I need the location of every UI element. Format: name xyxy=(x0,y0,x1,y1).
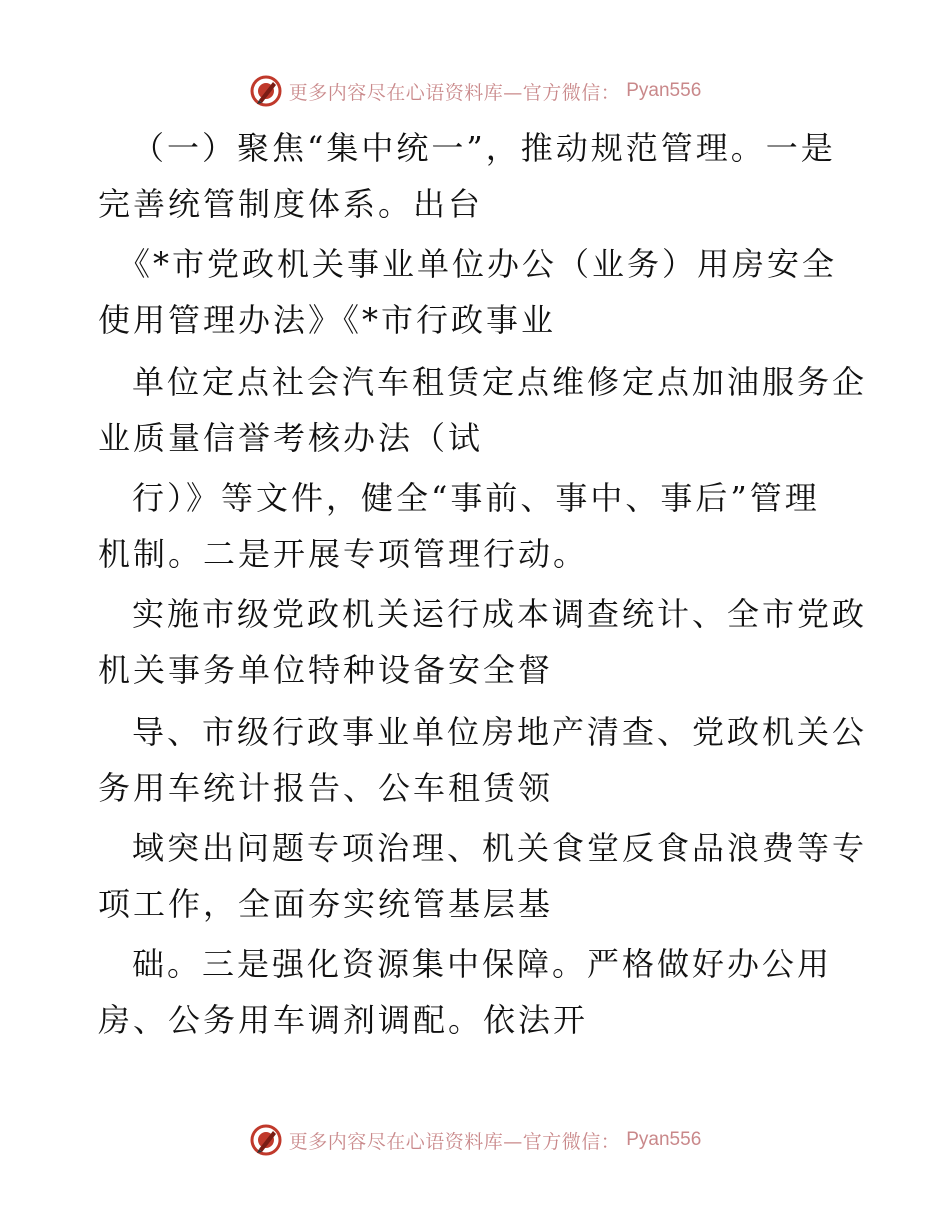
footer-watermark xyxy=(0,1120,950,1160)
text-line: 机制。二是开展专项管理行动。 xyxy=(98,535,589,573)
text-line: 房、公务用车调剂调配。依法开 xyxy=(98,1001,589,1039)
text-line: 单位定点社会汽车租赁定点维修定点加油服务企 xyxy=(132,363,868,401)
text-line: 务用车统计报告、公车租赁领 xyxy=(98,769,554,807)
pen-circle-logo-icon xyxy=(249,74,283,108)
text-line: 项工作，全面夯实统管基层基 xyxy=(98,885,554,923)
watermark-wechat-id: Pyan556 xyxy=(626,80,702,101)
watermark-wechat-id: Pyan556 xyxy=(626,1129,702,1150)
text-line: 业质量信誉考核办法（试 xyxy=(98,419,484,457)
watermark-text: 更多内容尽在心语资料库—官方微信： xyxy=(288,81,621,104)
pen-circle-logo-icon xyxy=(249,1123,283,1157)
text-line: 实施市级党政机关运行成本调查统计、全市党政 xyxy=(132,595,868,633)
text-line: 导、市级行政事业单位房地产清查、党政机关公 xyxy=(132,713,868,751)
text-line: 使用管理办法》《*市行政事业 xyxy=(98,301,557,339)
text-line: 机关事务单位特种设备安全督 xyxy=(98,651,554,689)
text-line: 域突出问题专项治理、机关食堂反食品浪费等专 xyxy=(132,829,868,867)
text-line: 行）》等文件，健全“事前、事中、事后”管理 xyxy=(132,479,820,517)
text-line: 完善统管制度体系。出台 xyxy=(98,185,484,223)
text-line: 《*市党政机关事业单位办公（业务）用房安全 xyxy=(118,245,838,283)
text-line: 础。三是强化资源集中保障。严格做好办公用 xyxy=(132,945,833,983)
header-watermark xyxy=(0,71,950,111)
text-line: （一）聚焦“集中统一”，推动规范管理。一是 xyxy=(132,129,836,167)
watermark-text: 更多内容尽在心语资料库—官方微信： xyxy=(288,1130,621,1153)
